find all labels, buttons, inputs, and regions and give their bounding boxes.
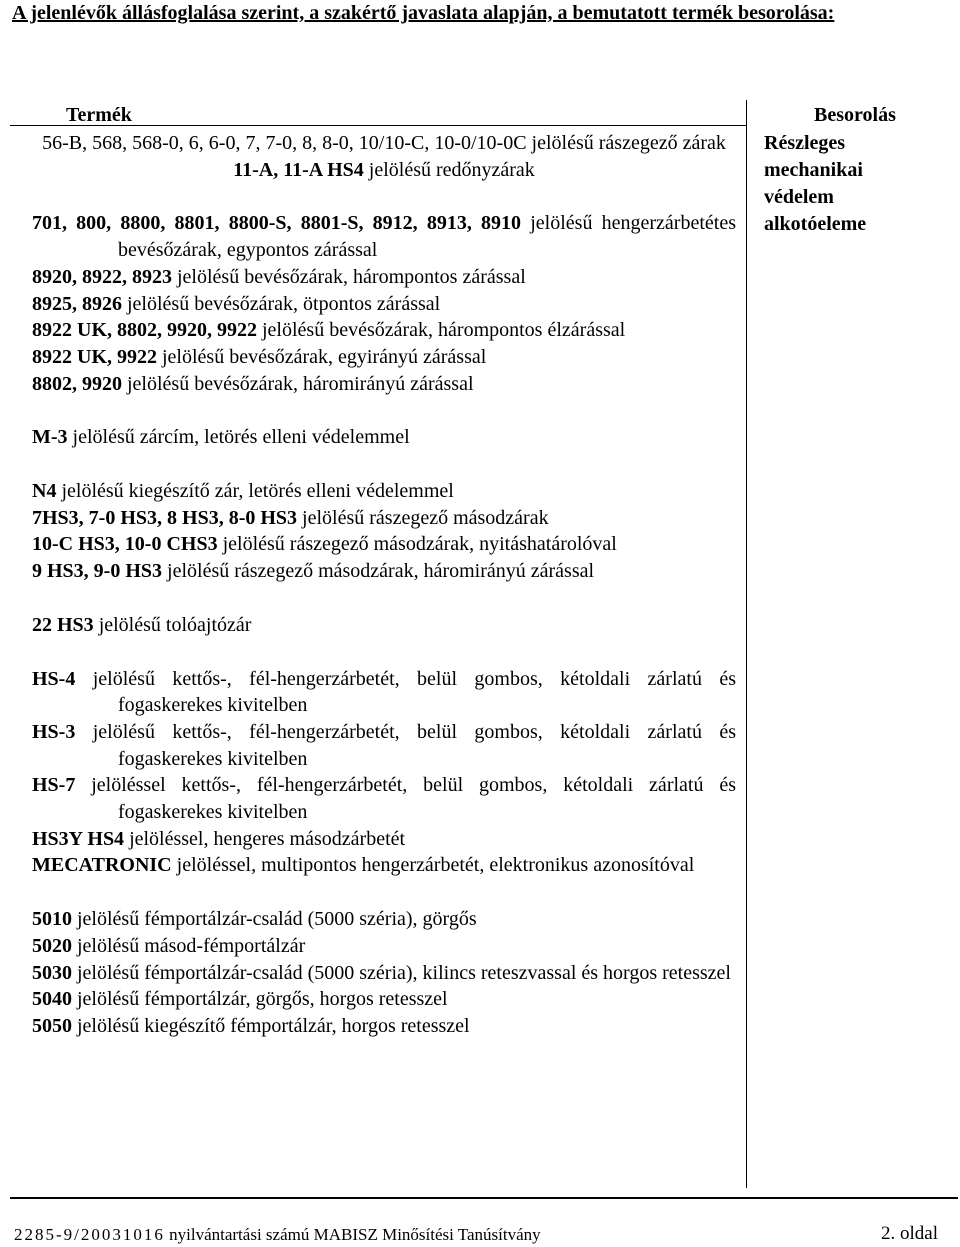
product-description: jelölésű másod-fémportálzár	[72, 934, 306, 957]
product-description: jelölésű bevésőzárak, egyirányú zárással	[157, 345, 487, 368]
product-item	[32, 852, 736, 879]
product-description: jelöléssel kettős-, fél-hengerzárbetét, belül gombos, kétoldali zárlatú és fogaskerekes kivitelben	[75, 774, 736, 824]
product-group	[32, 666, 736, 880]
table-column-divider	[746, 100, 747, 1188]
page-number: 2. oldal	[881, 1223, 938, 1244]
product-code: N4	[32, 480, 57, 503]
product-code: 9 HS3, 9-0 HS3	[32, 560, 163, 583]
product-item	[32, 130, 736, 157]
product-list	[32, 130, 736, 1067]
product-code: 5040	[32, 988, 72, 1011]
product-code: 8922 UK, 9922	[32, 345, 157, 368]
product-code: HS-4	[32, 667, 76, 690]
product-description: jelöléssel, multipontos hengerzárbetét, elektronikus azonosítóval	[171, 854, 695, 877]
product-code: 701, 800, 8800, 8801, 8800-S, 8801-S, 8912, 8913, 8910	[32, 212, 522, 235]
product-description: jelölésű kiegészítő zár, letörés elleni védelemmel	[56, 480, 454, 503]
product-description: jelölésű bevésőzárak, háromirányú zárással	[122, 372, 474, 395]
product-item	[32, 826, 736, 853]
product-description: jelölésű kiegészítő fémportálzár, horgos retesszel	[72, 1014, 470, 1037]
product-description: jelölésű kettős-, fél-hengerzárbetét, belül gombos, kétoldali zárlatú és fogaskerekes kivitelben	[75, 720, 736, 770]
classification-value: Részleges mechanikai védelem alkotóeleme	[764, 132, 867, 235]
column-header-product: Termék	[66, 104, 132, 126]
product-group	[32, 478, 736, 585]
product-item	[32, 719, 736, 772]
product-description: 56-B, 568, 568-0, 6, 6-0, 7, 7-0, 8, 8-0, 10/10-C, 10-0/10-0C jelölésű rászegező zárak	[42, 132, 726, 154]
product-code: 22 HS3	[32, 613, 94, 636]
column-header-classification: Besorolás	[814, 104, 896, 126]
product-item	[32, 344, 736, 371]
product-item	[32, 478, 736, 505]
product-item	[32, 1013, 736, 1040]
product-description: jelölésű tolóajtózár	[93, 613, 252, 636]
product-code: 7HS3, 7-0 HS3, 8 HS3, 8-0 HS3	[32, 506, 298, 529]
product-group	[32, 906, 736, 1040]
product-code: 10-C HS3, 10-0 CHS3	[32, 533, 218, 556]
product-item	[32, 157, 736, 184]
product-code: 5020	[32, 934, 72, 957]
product-item	[32, 531, 736, 558]
product-group	[32, 424, 736, 451]
product-description: jelölésű bevésőzárak, hárompontos élzárással	[257, 319, 626, 342]
product-description: jelölésű zárcím, letörés elleni védelemmel	[67, 426, 410, 449]
product-item	[32, 210, 736, 263]
product-description: jelöléssel, hengeres másodzárbetét	[124, 827, 406, 850]
product-code: 8802, 9920	[32, 372, 122, 395]
product-item	[32, 666, 736, 719]
product-code: 5010	[32, 908, 72, 931]
product-code: 5050	[32, 1014, 72, 1037]
product-item	[32, 960, 736, 987]
product-description: jelölésű kettős-, fél-hengerzárbetét, belül gombos, kétoldali zárlatú és fogaskerekes kivitelben	[75, 667, 736, 717]
product-description: jelölésű rászegező másodzárak, nyitáshatárolóval	[217, 533, 617, 556]
product-description: jelölésű fémportálzár, görgős, horgos retesszel	[72, 988, 448, 1011]
product-item	[32, 612, 736, 639]
product-code: M-3	[32, 426, 68, 449]
product-item	[32, 772, 736, 825]
page-heading: A jelenlévők állásfoglalása szerint, a szakértő javaslata alapján, a bemutatott termék besorolása:	[12, 2, 835, 24]
product-item	[32, 906, 736, 933]
product-group	[32, 130, 736, 183]
footer-divider	[10, 1197, 958, 1199]
product-item	[32, 264, 736, 291]
product-description: jelölésű fémportálzár-család (5000 széria), kilincs reteszvassal és horgos retesszel	[72, 961, 731, 984]
product-description: jelölésű fémportálzár-család (5000 széria), görgős	[72, 908, 477, 931]
product-description: jelölésű hengerzárbetétes bevésőzárak, egypontos zárással	[118, 212, 736, 262]
product-code: 5030	[32, 961, 72, 984]
product-code: 11-A, 11-A HS4	[233, 158, 364, 181]
product-item	[32, 986, 736, 1013]
product-item	[32, 505, 736, 532]
product-code: 8925, 8926	[32, 292, 122, 315]
product-item	[32, 317, 736, 344]
product-code: HS-3	[32, 720, 76, 743]
product-code: HS-7	[32, 774, 76, 797]
footer-certificate-text: nyilvántartási számú MABISZ Minősítési Tanúsítvány	[164, 1225, 541, 1244]
product-item	[32, 558, 736, 585]
product-code: 8922 UK, 8802, 9920, 9922	[32, 319, 257, 342]
product-item	[32, 371, 736, 398]
product-group	[32, 210, 736, 397]
product-description: jelölésű redőnyzárak	[363, 158, 535, 181]
product-code: HS3Y HS4	[32, 827, 125, 850]
product-item	[32, 933, 736, 960]
product-item	[32, 424, 736, 451]
product-group	[32, 612, 736, 639]
footer-certificate-code: 2285-9/20031016	[14, 1225, 165, 1244]
product-code: 8920, 8922, 8923	[32, 265, 172, 288]
product-code: MECATRONIC	[32, 854, 172, 877]
product-description: jelölésű rászegező másodzárak, háromirányú zárással	[162, 560, 595, 583]
product-item	[32, 291, 736, 318]
footer-certificate	[14, 1224, 541, 1246]
product-description: jelölésű bevésőzárak, hárompontos zárással	[172, 265, 526, 288]
product-description: jelölésű bevésőzárak, ötpontos zárással	[122, 292, 441, 315]
product-description: jelölésű rászegező másodzárak	[297, 506, 549, 529]
